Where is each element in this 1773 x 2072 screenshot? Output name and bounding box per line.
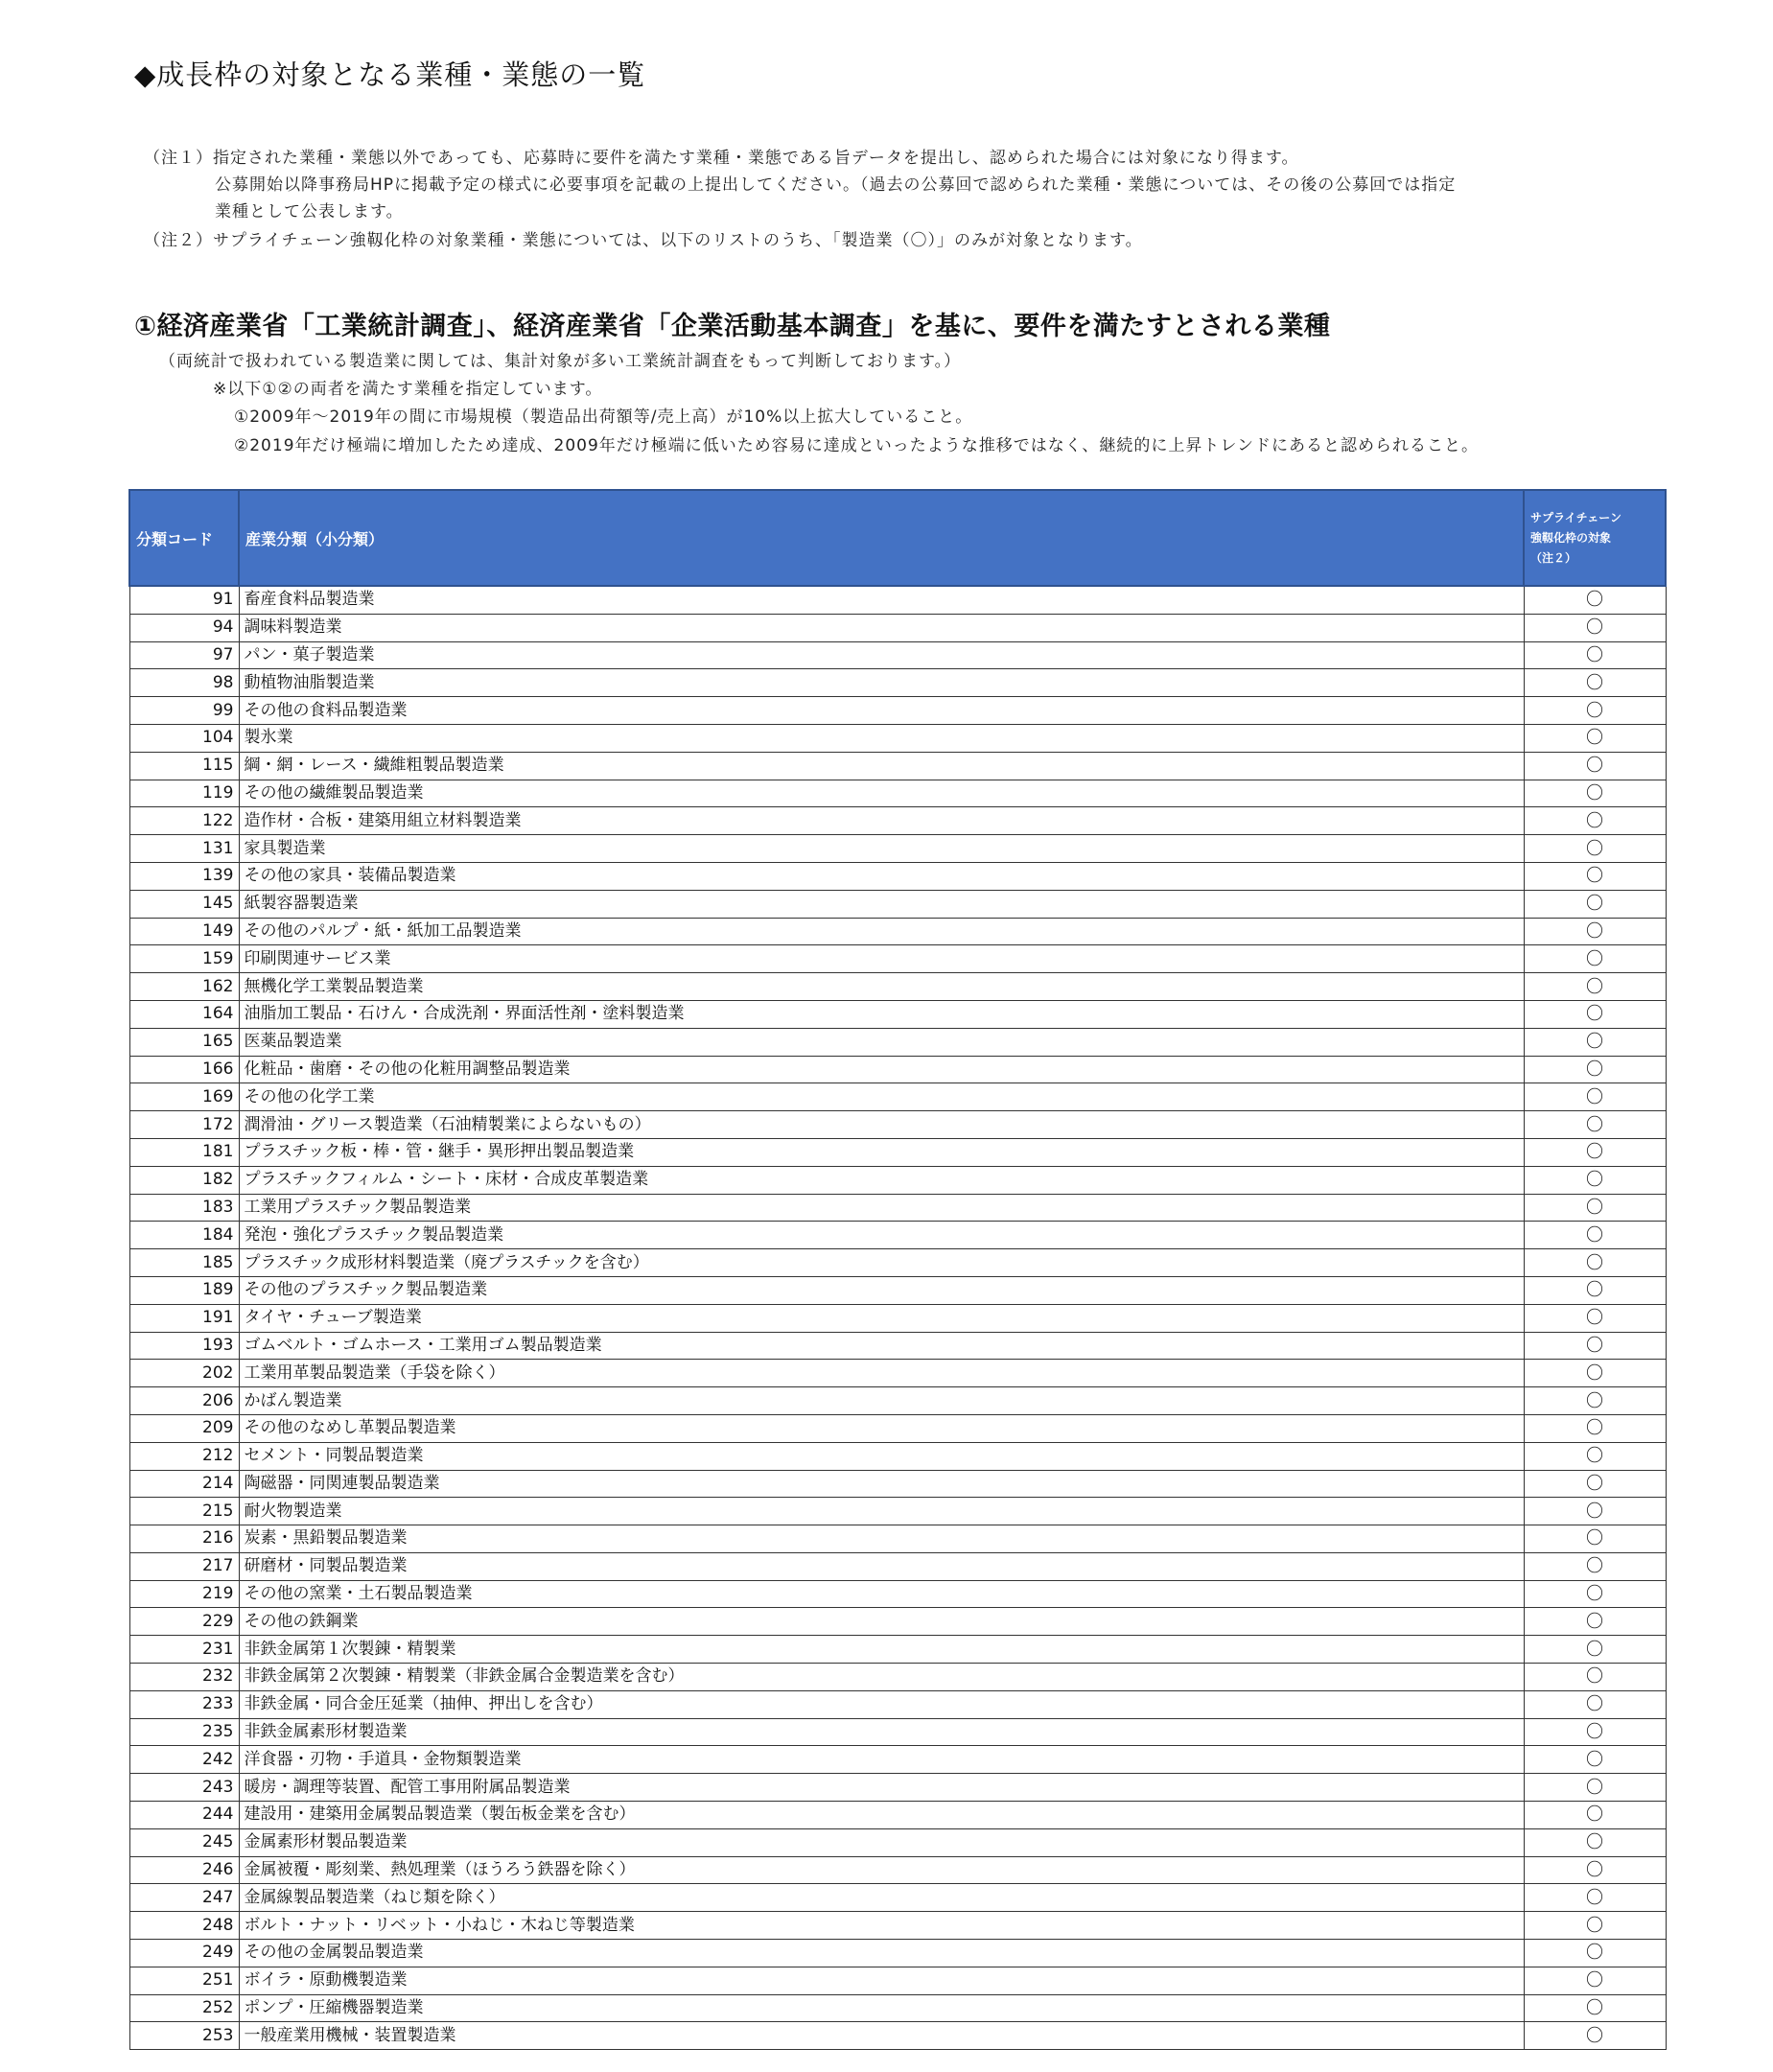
row-supply-mark: 〇 — [1524, 1580, 1666, 1608]
row-code: 217 — [129, 1552, 239, 1580]
row-supply-mark: 〇 — [1524, 1884, 1666, 1912]
condition-intro: ※以下①②の両者を満たす業種を指定しています。 — [213, 380, 603, 399]
table-header-row — [129, 490, 1666, 586]
row-supply-mark: 〇 — [1524, 1774, 1666, 1802]
row-supply-mark: 〇 — [1524, 1608, 1666, 1636]
note1-line3: 業種として公表します。 — [215, 202, 404, 221]
row-supply-mark: 〇 — [1524, 1525, 1666, 1553]
table-row — [129, 1083, 1666, 1111]
table-row — [129, 1498, 1666, 1525]
row-code: 231 — [129, 1636, 239, 1664]
row-industry-name: セメント・同製品製造業 — [239, 1442, 1524, 1470]
note1-line1: （注１）指定された業種・業態以外であっても、応募時に要件を満たす業種・業態である旨データを提出し、認められた場合には対象になり得ます。 — [144, 149, 1299, 168]
condition-2: ②2019年だけ極端に増加したため達成、2009年だけ極端に低いため容易に達成といったような推移ではなく、継続的に上昇トレンドにあると認められること。 — [234, 436, 1479, 455]
table-row — [129, 1276, 1666, 1304]
table-row — [129, 862, 1666, 890]
row-code: 189 — [129, 1276, 239, 1304]
row-supply-mark: 〇 — [1524, 1718, 1666, 1746]
table-row — [129, 1580, 1666, 1608]
table-row — [129, 1884, 1666, 1912]
row-supply-mark: 〇 — [1524, 1083, 1666, 1111]
table-row — [129, 1608, 1666, 1636]
row-code: 119 — [129, 780, 239, 807]
table-row — [129, 724, 1666, 752]
row-industry-name: その他の窯業・土石製品製造業 — [239, 1580, 1524, 1608]
row-industry-name: 非鉄金属素形材製造業 — [239, 1718, 1524, 1746]
row-supply-mark: 〇 — [1524, 1690, 1666, 1718]
row-supply-mark: 〇 — [1524, 2022, 1666, 2050]
row-supply-mark: 〇 — [1524, 1994, 1666, 2022]
row-supply-mark: 〇 — [1524, 780, 1666, 807]
table-row — [129, 1525, 1666, 1553]
table-row — [129, 1222, 1666, 1249]
row-supply-mark: 〇 — [1524, 1552, 1666, 1580]
table-row — [129, 1414, 1666, 1442]
row-industry-name: 一般産業用機械・装置製造業 — [239, 2022, 1524, 2050]
header-supply-line2: 強靱化枠の対象 — [1530, 530, 1612, 545]
table-row — [129, 1138, 1666, 1166]
row-industry-name: 工業用プラスチック製品製造業 — [239, 1194, 1524, 1222]
row-code: 212 — [129, 1442, 239, 1470]
row-code: 191 — [129, 1304, 239, 1332]
row-supply-mark: 〇 — [1524, 752, 1666, 780]
row-industry-name: 洋食器・刃物・手道具・金物類製造業 — [239, 1746, 1524, 1774]
row-supply-mark: 〇 — [1524, 945, 1666, 973]
row-code: 209 — [129, 1414, 239, 1442]
header-code: 分類コード — [129, 490, 239, 586]
row-code: 193 — [129, 1332, 239, 1360]
row-code: 172 — [129, 1111, 239, 1139]
row-supply-mark: 〇 — [1524, 669, 1666, 697]
table-row — [129, 1249, 1666, 1277]
table-row — [129, 2022, 1666, 2050]
table-row — [129, 1111, 1666, 1139]
row-industry-name: 非鉄金属・同合金圧延業（抽伸、押出しを含む） — [239, 1690, 1524, 1718]
row-industry-name: 畜産食料品製造業 — [239, 586, 1524, 614]
row-industry-name: タイヤ・チューブ製造業 — [239, 1304, 1524, 1332]
row-supply-mark: 〇 — [1524, 1360, 1666, 1387]
row-supply-mark: 〇 — [1524, 1912, 1666, 1940]
table-row — [129, 1718, 1666, 1746]
table-row — [129, 780, 1666, 807]
table-row — [129, 918, 1666, 945]
table-row — [129, 1194, 1666, 1222]
table-row — [129, 614, 1666, 641]
row-supply-mark: 〇 — [1524, 890, 1666, 918]
row-code: 219 — [129, 1580, 239, 1608]
header-supply-line3: （注２） — [1530, 550, 1577, 565]
row-supply-mark: 〇 — [1524, 807, 1666, 835]
row-supply-mark: 〇 — [1524, 1304, 1666, 1332]
row-code: 244 — [129, 1802, 239, 1829]
table-row — [129, 1912, 1666, 1940]
row-industry-name: 炭素・黒鉛製品製造業 — [239, 1525, 1524, 1553]
row-industry-name: その他の化学工業 — [239, 1083, 1524, 1111]
row-industry-name: 印刷関連サービス業 — [239, 945, 1524, 973]
row-supply-mark: 〇 — [1524, 1028, 1666, 1056]
row-industry-name: ポンプ・圧縮機器製造業 — [239, 1994, 1524, 2022]
row-code: 235 — [129, 1718, 239, 1746]
row-industry-name: その他の家具・装備品製造業 — [239, 862, 1524, 890]
row-code: 185 — [129, 1249, 239, 1277]
row-code: 249 — [129, 1940, 239, 1967]
row-industry-name: その他の繊維製品製造業 — [239, 780, 1524, 807]
table-row — [129, 1940, 1666, 1967]
row-industry-name: 発泡・強化プラスチック製品製造業 — [239, 1222, 1524, 1249]
row-industry-name: ボルト・ナット・リベット・小ねじ・木ねじ等製造業 — [239, 1912, 1524, 1940]
row-supply-mark: 〇 — [1524, 1636, 1666, 1664]
table-row — [129, 697, 1666, 725]
row-supply-mark: 〇 — [1524, 1498, 1666, 1525]
row-code: 91 — [129, 586, 239, 614]
row-industry-name: その他のパルプ・紙・紙加工品製造業 — [239, 918, 1524, 945]
table-row — [129, 1360, 1666, 1387]
row-code: 99 — [129, 697, 239, 725]
row-industry-name: その他のプラスチック製品製造業 — [239, 1276, 1524, 1304]
row-code: 115 — [129, 752, 239, 780]
row-industry-name: かばん製造業 — [239, 1387, 1524, 1415]
row-code: 169 — [129, 1083, 239, 1111]
row-code: 246 — [129, 1856, 239, 1884]
table-row — [129, 1994, 1666, 2022]
row-supply-mark: 〇 — [1524, 1664, 1666, 1691]
row-industry-name: 無機化学工業製品製造業 — [239, 973, 1524, 1001]
row-industry-name: 金属線製品製造業（ねじ類を除く） — [239, 1884, 1524, 1912]
row-industry-name: プラスチック板・棒・管・継手・異形押出製品製造業 — [239, 1138, 1524, 1166]
table-row — [129, 1856, 1666, 1884]
row-code: 206 — [129, 1387, 239, 1415]
row-industry-name: 紙製容器製造業 — [239, 890, 1524, 918]
row-supply-mark: 〇 — [1524, 1442, 1666, 1470]
table-row — [129, 1470, 1666, 1498]
row-code: 166 — [129, 1056, 239, 1083]
row-industry-name: 金属素形材製品製造業 — [239, 1828, 1524, 1856]
row-code: 131 — [129, 835, 239, 863]
row-supply-mark: 〇 — [1524, 1828, 1666, 1856]
row-supply-mark: 〇 — [1524, 973, 1666, 1001]
row-industry-name: ボイラ・原動機製造業 — [239, 1967, 1524, 1994]
table-row — [129, 835, 1666, 863]
row-industry-name: ゴムベルト・ゴムホース・工業用ゴム製品製造業 — [239, 1332, 1524, 1360]
row-supply-mark: 〇 — [1524, 1470, 1666, 1498]
row-code: 242 — [129, 1746, 239, 1774]
row-code: 247 — [129, 1884, 239, 1912]
row-code: 122 — [129, 807, 239, 835]
table-row — [129, 807, 1666, 835]
table-row — [129, 1304, 1666, 1332]
header-supply-line1: サプライチェーン — [1530, 510, 1622, 524]
row-supply-mark: 〇 — [1524, 1387, 1666, 1415]
row-supply-mark: 〇 — [1524, 1111, 1666, 1139]
table-row — [129, 945, 1666, 973]
row-supply-mark: 〇 — [1524, 1056, 1666, 1083]
table-row — [129, 1332, 1666, 1360]
table-row — [129, 586, 1666, 614]
table-row — [129, 1774, 1666, 1802]
row-industry-name: 非鉄金属第２次製錬・精製業（非鉄金属合金製造業を含む） — [239, 1664, 1524, 1691]
industry-table — [128, 489, 1667, 2050]
row-supply-mark: 〇 — [1524, 1166, 1666, 1194]
row-code: 229 — [129, 1608, 239, 1636]
table-row — [129, 1552, 1666, 1580]
row-industry-name: 陶磁器・同関連製品製造業 — [239, 1470, 1524, 1498]
row-supply-mark: 〇 — [1524, 1249, 1666, 1277]
row-supply-mark: 〇 — [1524, 1746, 1666, 1774]
row-supply-mark: 〇 — [1524, 586, 1666, 614]
row-industry-name: プラスチックフィルム・シート・床材・合成皮革製造業 — [239, 1166, 1524, 1194]
row-industry-name: その他の鉄鋼業 — [239, 1608, 1524, 1636]
table-row — [129, 1746, 1666, 1774]
row-code: 232 — [129, 1664, 239, 1691]
row-supply-mark: 〇 — [1524, 1000, 1666, 1028]
table-row — [129, 1387, 1666, 1415]
table-row — [129, 1828, 1666, 1856]
row-supply-mark: 〇 — [1524, 1194, 1666, 1222]
row-code: 149 — [129, 918, 239, 945]
row-code: 183 — [129, 1194, 239, 1222]
row-industry-name: 医薬品製造業 — [239, 1028, 1524, 1056]
condition-1: ①2009年～2019年の間に市場規模（製造品出荷額等/売上高）が10%以上拡大していること。 — [234, 407, 973, 427]
row-code: 214 — [129, 1470, 239, 1498]
row-supply-mark: 〇 — [1524, 1414, 1666, 1442]
table-row — [129, 1636, 1666, 1664]
row-industry-name: 金属被覆・彫刻業、熱処理業（ほうろう鉄器を除く） — [239, 1856, 1524, 1884]
row-supply-mark: 〇 — [1524, 918, 1666, 945]
row-industry-name: 綱・網・レース・繊維粗製品製造業 — [239, 752, 1524, 780]
row-supply-mark: 〇 — [1524, 641, 1666, 669]
row-code: 253 — [129, 2022, 239, 2050]
row-supply-mark: 〇 — [1524, 1332, 1666, 1360]
row-supply-mark: 〇 — [1524, 614, 1666, 641]
row-code: 181 — [129, 1138, 239, 1166]
table-row — [129, 752, 1666, 780]
row-industry-name: 造作材・合板・建築用組立材料製造業 — [239, 807, 1524, 835]
row-supply-mark: 〇 — [1524, 1138, 1666, 1166]
row-code: 215 — [129, 1498, 239, 1525]
row-industry-name: プラスチック成形材料製造業（廃プラスチックを含む） — [239, 1249, 1524, 1277]
row-supply-mark: 〇 — [1524, 1802, 1666, 1829]
row-industry-name: 非鉄金属第１次製錬・精製業 — [239, 1636, 1524, 1664]
table-row — [129, 1000, 1666, 1028]
section1-title: ①経済産業省「工業統計調査」、経済産業省「企業活動基本調査」を基に、要件を満たすとされる業種 — [134, 312, 1331, 341]
table-row — [129, 1166, 1666, 1194]
row-supply-mark: 〇 — [1524, 1856, 1666, 1884]
section1-subnote: （両統計で扱われている製造業に関しては、集計対象が多い工業統計調査をもって判断しております。） — [159, 352, 962, 371]
row-code: 245 — [129, 1828, 239, 1856]
row-industry-name: パン・菓子製造業 — [239, 641, 1524, 669]
table-row — [129, 641, 1666, 669]
row-industry-name: 研磨材・同製品製造業 — [239, 1552, 1524, 1580]
table-row — [129, 1056, 1666, 1083]
row-supply-mark: 〇 — [1524, 1940, 1666, 1967]
table-row — [129, 1028, 1666, 1056]
row-supply-mark: 〇 — [1524, 862, 1666, 890]
row-industry-name: その他のなめし革製品製造業 — [239, 1414, 1524, 1442]
row-industry-name: 潤滑油・グリース製造業（石油精製業によらないもの） — [239, 1111, 1524, 1139]
row-code: 248 — [129, 1912, 239, 1940]
row-industry-name: 家具製造業 — [239, 835, 1524, 863]
row-supply-mark: 〇 — [1524, 1222, 1666, 1249]
row-industry-name: 調味料製造業 — [239, 614, 1524, 641]
row-code: 145 — [129, 890, 239, 918]
row-industry-name: 製氷業 — [239, 724, 1524, 752]
table-row — [129, 1690, 1666, 1718]
table-row — [129, 1664, 1666, 1691]
row-code: 182 — [129, 1166, 239, 1194]
row-code: 159 — [129, 945, 239, 973]
row-code: 184 — [129, 1222, 239, 1249]
row-code: 98 — [129, 669, 239, 697]
row-code: 251 — [129, 1967, 239, 1994]
row-code: 216 — [129, 1525, 239, 1553]
table-body — [129, 586, 1666, 2050]
row-industry-name: 建設用・建築用金属製品製造業（製缶板金業を含む） — [239, 1802, 1524, 1829]
table-row — [129, 973, 1666, 1001]
row-industry-name: 化粧品・歯磨・その他の化粧用調整品製造業 — [239, 1056, 1524, 1083]
row-industry-name: その他の金属製品製造業 — [239, 1940, 1524, 1967]
row-supply-mark: 〇 — [1524, 1276, 1666, 1304]
row-industry-name: 耐火物製造業 — [239, 1498, 1524, 1525]
row-code: 165 — [129, 1028, 239, 1056]
row-code: 162 — [129, 973, 239, 1001]
table-row — [129, 890, 1666, 918]
row-supply-mark: 〇 — [1524, 697, 1666, 725]
row-code: 97 — [129, 641, 239, 669]
table-row — [129, 669, 1666, 697]
row-code: 139 — [129, 862, 239, 890]
note1-line2: 公募開始以降事務局HPに掲載予定の様式に必要事項を記載の上提出してください。（過去の公募回で認められた業種・業態については、その後の公募回では指定 — [215, 175, 1457, 195]
row-code: 104 — [129, 724, 239, 752]
main-title: ◆成長枠の対象となる業種・業態の一覧 — [134, 58, 646, 91]
row-industry-name: 動植物油脂製造業 — [239, 669, 1524, 697]
row-industry-name: 暖房・調理等装置、配管工事用附属品製造業 — [239, 1774, 1524, 1802]
row-code: 164 — [129, 1000, 239, 1028]
row-code: 252 — [129, 1994, 239, 2022]
row-code: 94 — [129, 614, 239, 641]
row-code: 233 — [129, 1690, 239, 1718]
row-code: 243 — [129, 1774, 239, 1802]
table-row — [129, 1967, 1666, 1994]
row-industry-name: 油脂加工製品・石けん・合成洗剤・界面活性剤・塗料製造業 — [239, 1000, 1524, 1028]
row-code: 202 — [129, 1360, 239, 1387]
table-row — [129, 1802, 1666, 1829]
row-supply-mark: 〇 — [1524, 835, 1666, 863]
row-industry-name: その他の食料品製造業 — [239, 697, 1524, 725]
header-supply-chain — [1524, 490, 1666, 586]
row-supply-mark: 〇 — [1524, 724, 1666, 752]
row-industry-name: 工業用革製品製造業（手袋を除く） — [239, 1360, 1524, 1387]
note2: （注２）サプライチェーン強靱化枠の対象業種・業態については、以下のリストのうち、「製造業（〇）」のみが対象となります。 — [144, 231, 1143, 250]
row-supply-mark: 〇 — [1524, 1967, 1666, 1994]
header-industry: 産業分類（小分類） — [239, 490, 1524, 586]
table-row — [129, 1442, 1666, 1470]
